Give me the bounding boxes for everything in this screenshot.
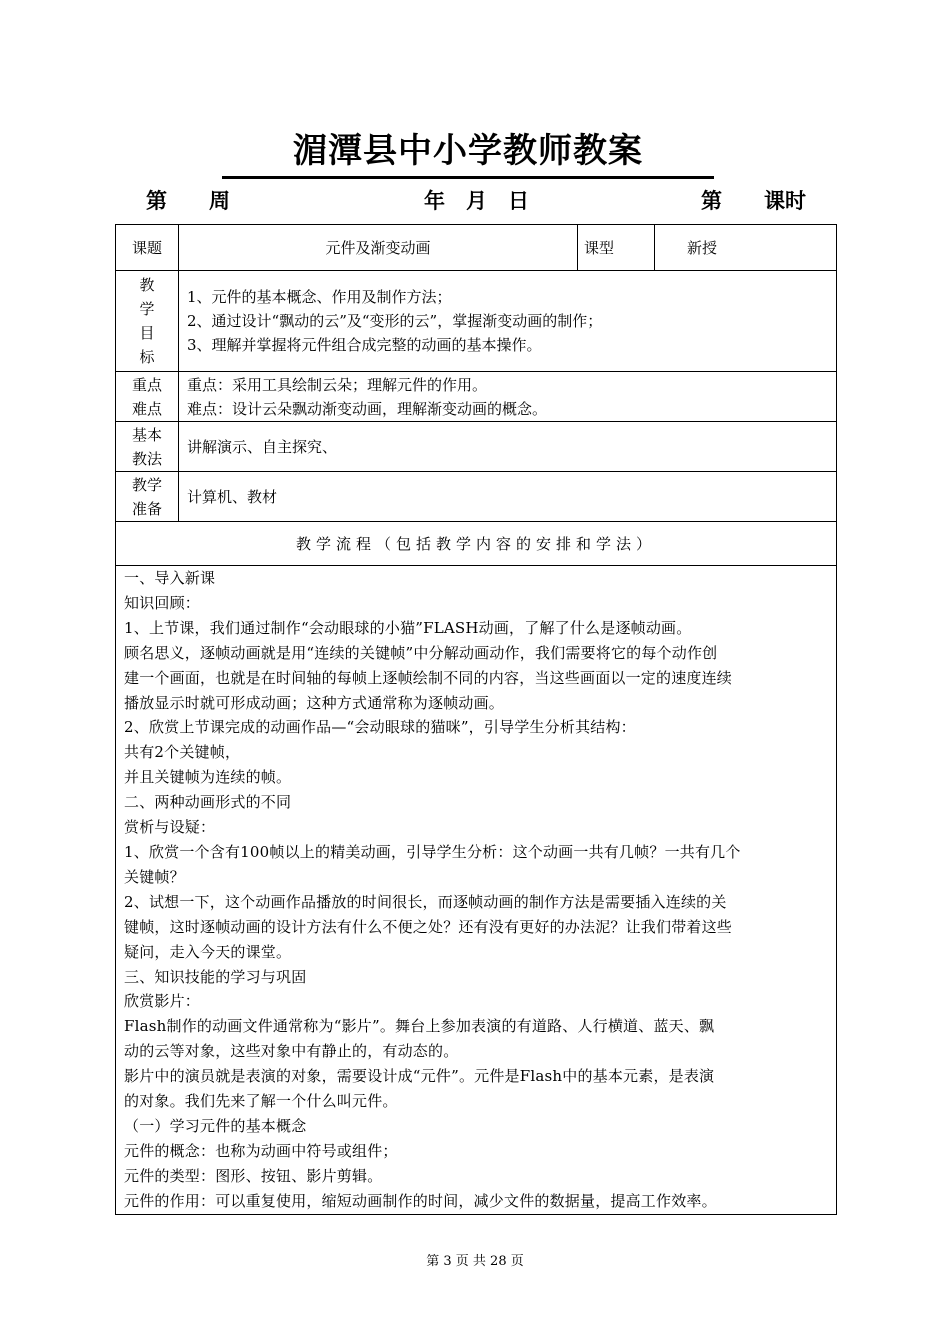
page-footer: 第 3 页 共 28 页	[426, 1254, 524, 1269]
week-field: 第 周	[146, 189, 230, 213]
flow-heading-row	[116, 522, 837, 566]
keypoints-content	[179, 372, 837, 422]
flow-line: 影片中的演员就是表演的对象，需要设计成“元件”。元件是Flash中的基本元素，是表演	[124, 1067, 715, 1086]
methods-value: 讲解演示、自主探究、	[179, 422, 837, 472]
prep-row	[116, 472, 837, 522]
flow-line: 欣赏影片：	[124, 992, 201, 1011]
flow-content	[116, 566, 837, 1215]
keypoint-item: 难点：设计云朵飘动渐变动画，理解渐变动画的概念。	[187, 399, 548, 418]
type-value: 新授	[655, 225, 837, 271]
flow-line: 动的云等对象，这些对象中有静止的，有动态的。	[124, 1042, 459, 1061]
objectives-label: 教 学 目 标	[116, 271, 179, 372]
flow-line: 疑问，走入今天的课堂。	[124, 942, 292, 961]
flow-line: 共有2个关键帧，	[124, 743, 241, 762]
flow-line: 键帧，这时逐帧动画的设计方法有什么不便之处？还有没有更好的办法泥？让我们带着这些	[124, 917, 733, 936]
prep-value: 计算机、教材	[179, 472, 837, 522]
objectives-content	[179, 271, 837, 372]
methods-label: 基本 教法	[116, 422, 179, 472]
flow-line: 的对象。我们先来了解一个什么叫元件。	[124, 1092, 398, 1111]
flow-line: 建一个画面，也就是在时间轴的每帧上逐帧绘制不同的内容，当这些画面以一定的速度连续	[124, 668, 733, 687]
flow-line: Flash制作的动画文件通常称为“影片”。舞台上参加表演的有道路、人行横道、蓝天、飘	[124, 1017, 715, 1036]
flow-line: 赏析与设疑：	[124, 818, 216, 837]
keypoints-row	[116, 372, 837, 422]
topic-value: 元件及渐变动画	[179, 225, 578, 271]
objective-item: 2、通过设计“飘动的云”及“变形的云”，掌握渐变动画的制作；	[187, 312, 603, 330]
objective-item: 1、元件的基本概念、作用及制作方法；	[187, 288, 452, 306]
flow-line: （一）学习元件的基本概念	[124, 1116, 307, 1135]
flow-content-row	[116, 566, 837, 1215]
flow-heading: 教学流程（包括教学内容的安排和学法）	[116, 522, 837, 566]
flow-line: 关键帧？	[124, 867, 185, 886]
prep-label: 教学 准备	[116, 472, 179, 522]
methods-row	[116, 422, 837, 472]
keypoint-item: 重点：采用工具绘制云朵；理解元件的作用。	[187, 375, 488, 394]
lesson-plan-table	[115, 224, 837, 1215]
flow-line: 2、欣赏上节课完成的动画作品—“会动眼球的猫咪”，引导学生分析其结构：	[124, 718, 636, 737]
flow-line: 并且关键帧为连续的帧。	[124, 768, 292, 787]
keypoints-label: 重点 难点	[116, 372, 179, 422]
title-block	[222, 128, 714, 174]
flow-line: 1、欣赏一个含有100帧以上的精美动画，引导学生分析：这个动画一共有几帧？一共有几个	[124, 842, 741, 861]
flow-line: 知识回顾：	[124, 593, 201, 612]
flow-line: 二、两种动画形式的不同	[124, 793, 292, 812]
flow-line: 播放显示时就可形成动画；这种方式通常称为逐帧动画。	[124, 693, 505, 712]
type-label: 课型	[578, 225, 655, 271]
topic-label: 课题	[116, 225, 179, 271]
flow-line: 三、知识技能的学习与巩固	[124, 967, 307, 986]
objective-item: 3、理解并掌握将元件组合成完整的动画的基本操作。	[187, 336, 542, 354]
flow-line: 2、试想一下，这个动画作品播放的时间很长，而逐帧动画的制作方法是需要插入连续的关	[124, 892, 727, 911]
flow-line: 元件的类型：图形、按钮、影片剪辑。	[124, 1166, 383, 1185]
objectives-row	[116, 271, 837, 372]
document-title: 湄潭县中小学教师教案	[293, 131, 643, 171]
title-underline	[222, 176, 714, 179]
period-field: 第 课时	[701, 189, 806, 213]
flow-line: 元件的概念：也称为动画中符号或组件；	[124, 1141, 398, 1160]
flow-line: 一、导入新课	[124, 569, 216, 587]
flow-line: 1、上节课，我们通过制作“会动眼球的小猫”FLASH动画，了解了什么是逐帧动画。	[124, 618, 692, 637]
flow-line: 顾名思义，逐帧动画就是用“连续的关键帧”中分解动画动作，我们需要将它的每个动作创	[124, 643, 718, 662]
flow-line: 元件的作用：可以重复使用，缩短动画制作的时间，减少文件的数据量，提高工作效率。	[124, 1191, 717, 1210]
topic-row	[116, 225, 837, 271]
date-field: 年 月 日	[424, 189, 529, 213]
